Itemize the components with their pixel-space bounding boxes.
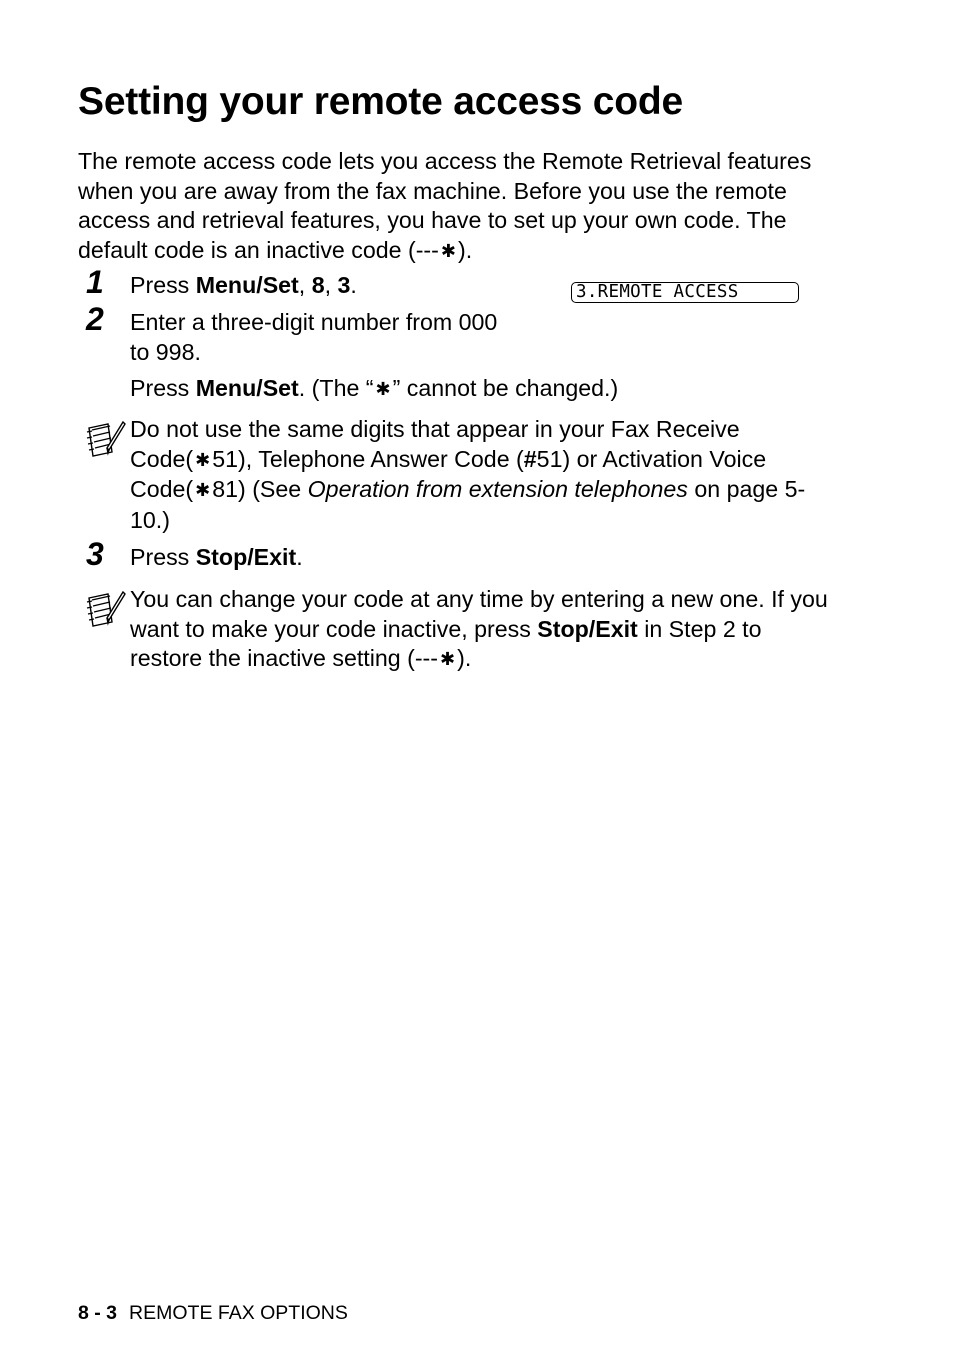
star-symbol: ✱ bbox=[440, 649, 456, 669]
step-2-press-text bbox=[130, 374, 618, 405]
step-number-1: 1 bbox=[86, 264, 104, 300]
note-1-text: 51), Telephone Answer Code ( bbox=[212, 445, 524, 472]
intro-end: ). bbox=[457, 236, 473, 263]
note-2-text: in Step 2 to restore the inactive setting (--- bbox=[130, 615, 762, 671]
step-1-press: Press bbox=[130, 272, 196, 298]
cross-reference: Operation from extension telephones bbox=[307, 476, 688, 502]
lcd-display: 3.REMOTE ACCESS bbox=[571, 282, 799, 303]
section-title: REMOTE FAX OPTIONS bbox=[129, 1302, 348, 1324]
note-2-text: You can change your code at any time by entering a new one. If you want to make your code inactive, press bbox=[130, 586, 828, 642]
note-pencil-icon bbox=[86, 588, 126, 632]
intro-paragraph bbox=[78, 147, 838, 266]
key-menu-set: Menu/Set bbox=[195, 375, 299, 401]
key-8: 8 bbox=[311, 272, 325, 298]
page-number: 8 - 3 bbox=[78, 1302, 118, 1324]
hash-key: # bbox=[523, 445, 537, 472]
step-3-text bbox=[130, 543, 303, 573]
step-1-text bbox=[130, 271, 357, 301]
key-menu-set: Menu/Set bbox=[195, 272, 299, 298]
star-symbol: ✱ bbox=[375, 379, 391, 399]
step-2-rest: ” cannot be changed.) bbox=[392, 375, 619, 401]
note-1-text: 51) or Activation Voice Code( bbox=[130, 445, 767, 502]
step-2-rest: . (The “ bbox=[298, 375, 374, 401]
note-1-text: on page 5-10.) bbox=[130, 476, 806, 533]
note-pencil-icon bbox=[86, 418, 126, 462]
key-3: 3 bbox=[337, 272, 351, 298]
key-stop-exit: Stop/Exit bbox=[537, 615, 638, 642]
step-2-press: Press bbox=[130, 375, 196, 401]
intro-text: The remote access code lets you access the Remote Retrieval features when you are away from the fax machine. Before you use the remote access and retrieval features, you have to set up your own code. The default code is an inactive code (--- bbox=[78, 148, 812, 263]
note-2-text: ). bbox=[457, 645, 472, 671]
star-symbol: ✱ bbox=[195, 480, 211, 500]
star-symbol: ✱ bbox=[195, 449, 211, 470]
step-2-text: Enter a three-digit number from 000 to 998. bbox=[130, 309, 498, 365]
note-2 bbox=[130, 585, 830, 675]
step-3-press: Press bbox=[130, 544, 196, 570]
star-symbol: ✱ bbox=[440, 240, 456, 261]
step-number-3: 3 bbox=[86, 536, 104, 572]
note-1 bbox=[130, 415, 830, 535]
step-1-sep: , bbox=[324, 272, 338, 298]
key-stop-exit: Stop/Exit bbox=[195, 544, 297, 570]
page-footer bbox=[78, 1302, 348, 1325]
step-number-2: 2 bbox=[86, 301, 104, 337]
note-1-text: Do not use the same digits that appear in your Fax Receive Code( bbox=[130, 416, 740, 472]
step-1-end: . bbox=[350, 272, 357, 298]
step-1-sep: , bbox=[298, 272, 312, 298]
page-title: Setting your remote access code bbox=[78, 80, 684, 123]
note-1-text: 81) (See bbox=[212, 476, 308, 502]
step-3-end: . bbox=[296, 544, 303, 570]
